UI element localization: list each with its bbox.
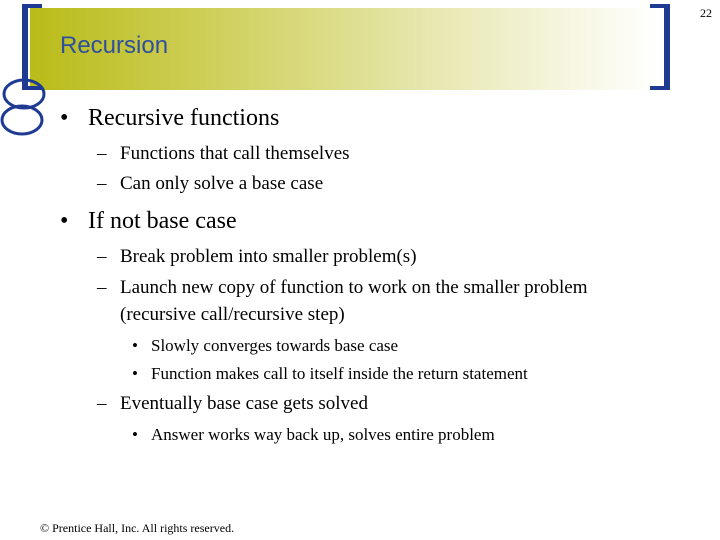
- dash-marker: –: [97, 393, 107, 414]
- slide-title: Recursion: [60, 32, 169, 59]
- sub-bullet-break-problem: Break problem into smaller problem(s): [120, 246, 417, 267]
- bullet-recursive-functions: Recursive functions: [88, 105, 280, 131]
- sub-sub-bullet-converges: Slowly converges towards base case: [151, 336, 399, 355]
- bullet-if-not-base-case: If not base case: [88, 208, 237, 234]
- page-number: 22: [700, 6, 712, 20]
- dash-marker: –: [97, 277, 107, 298]
- sub-bullet-eventually-solved: Eventually base case gets solved: [120, 393, 368, 414]
- copyright-footer: © Prentice Hall, Inc. All rights reserved.: [40, 521, 235, 535]
- sub-bullet-launch-copy-continued: (recursive call/recursive step): [120, 304, 345, 325]
- sub-sub-bullet-return-statement: Function makes call to itself inside the return statement: [151, 364, 528, 383]
- dash-marker: –: [97, 143, 107, 164]
- dash-marker: –: [97, 246, 107, 267]
- bullet-marker: •: [132, 336, 138, 355]
- sub-bullet-launch-copy: Launch new copy of function to work on the smaller problem: [120, 277, 588, 298]
- sub-sub-bullet-works-back-up: Answer works way back up, solves entire problem: [151, 425, 495, 444]
- sub-bullet-base-case: Can only solve a base case: [120, 173, 324, 194]
- rings-decoration: [0, 72, 60, 142]
- sub-bullet-call-themselves: Functions that call themselves: [120, 143, 350, 164]
- bullet-marker: •: [60, 105, 69, 131]
- bullet-marker: •: [132, 364, 138, 383]
- dash-marker: –: [97, 173, 107, 194]
- right-bracket-decoration: [650, 4, 670, 90]
- bullet-marker: •: [60, 208, 69, 234]
- bullet-marker: •: [132, 425, 138, 444]
